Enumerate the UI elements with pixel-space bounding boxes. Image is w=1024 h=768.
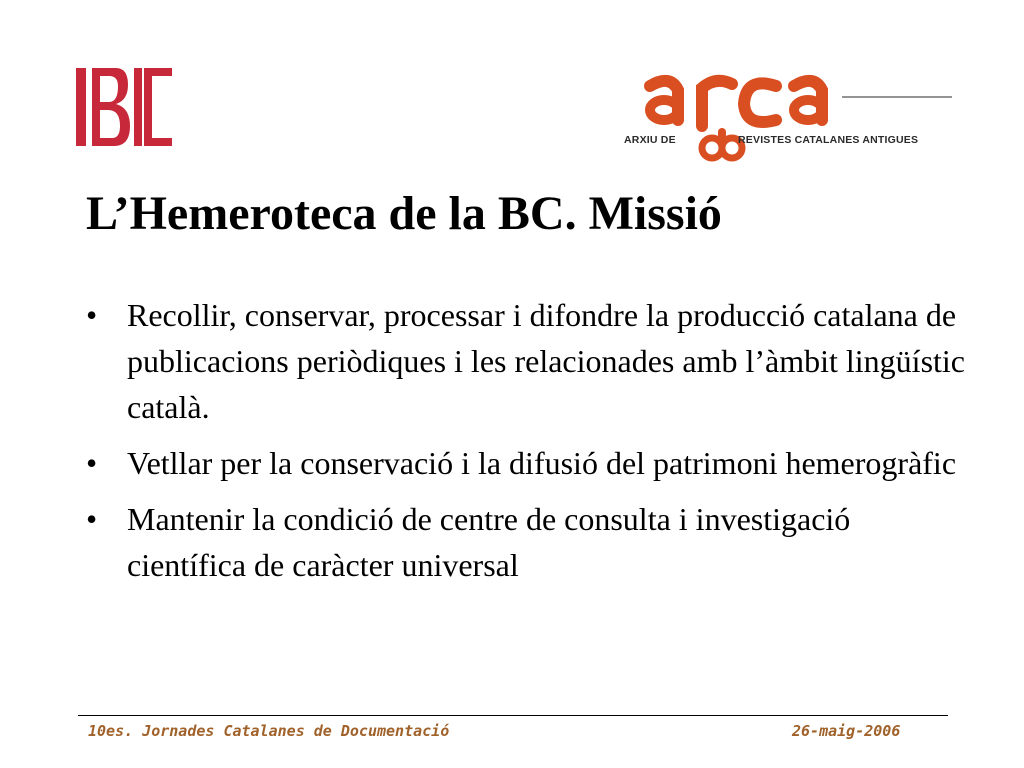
bullet-marker: •: [86, 297, 98, 333]
bullet-text: Recollir, conservar, processar i difondre la producció catalana de publicacions periòdiques i les relacionades amb l’àmbit lingüístic català.: [127, 297, 965, 425]
bullet-text: Vetllar per la conservació i la difusió del patrimoni hemerogràfic: [127, 445, 957, 481]
footer-date: 26-maig-2006: [792, 722, 901, 740]
arca-subtitle: [624, 134, 954, 148]
bullet-text: Mantenir la condició de centre de consulta i investigació científica de caràcter universal: [127, 501, 851, 583]
bullet-item-3: [86, 496, 966, 588]
arca-subtitle-right: REVISTES CATALANES ANTIGUES: [738, 134, 919, 146]
footer-event-name: 10es. Jornades Catalanes de Documentació: [88, 722, 450, 740]
bullet-item-2: [86, 440, 966, 486]
bullet-marker: •: [86, 445, 98, 481]
arca-logo: [636, 64, 956, 166]
bullet-marker: •: [86, 501, 98, 537]
bullet-list: [86, 292, 966, 598]
slide-title: L’Hemeroteca de la BC. Missió: [86, 187, 722, 240]
footer-divider: [78, 715, 948, 716]
bc-logo: [76, 68, 172, 146]
arca-subtitle-left: ARXIU DE: [624, 134, 676, 146]
bullet-item-1: [86, 292, 966, 430]
